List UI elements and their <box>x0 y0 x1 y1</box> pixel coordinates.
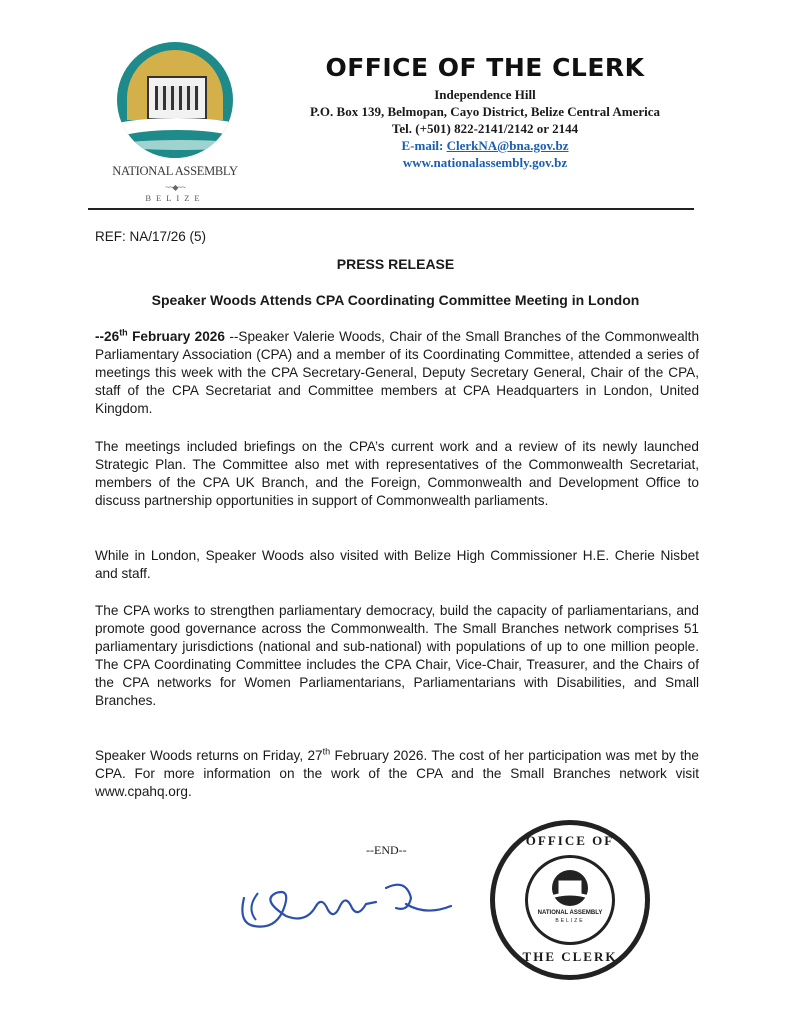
document-type: PRESS RELEASE <box>336 256 455 272</box>
paragraph-5: Speaker Woods returns on Friday, 27th February 2026. The cost of her participation was met by the CPA. For more information on the work of the CPA and the Small Branches network visit www.cpahq.org. <box>95 746 699 799</box>
seal-bottom-text: THE CLERK <box>522 949 618 964</box>
dateline: --26th February 2026 <box>95 327 225 344</box>
address-line-2: P.O. Box 139, Belmopan, Cayo District, Belize Central America <box>309 104 661 119</box>
address-line-1: Independence Hill <box>434 87 536 102</box>
email-label: E-mail: <box>401 138 447 153</box>
reference-number: REF: NA/17/26 (5) <box>95 229 207 244</box>
email-line <box>265 137 705 154</box>
website-link[interactable]: www.nationalassembly.gov.bz <box>402 155 568 170</box>
building-icon <box>542 868 598 908</box>
header-divider <box>88 208 694 210</box>
logo-title: NATIONAL ASSEMBLY <box>112 164 238 178</box>
press-release-title: Speaker Woods Attends CPA Coordinating Committee Meeting in London <box>151 292 640 308</box>
logo-ornament: ~~◆~~ <box>165 183 185 192</box>
email-link[interactable]: ClerkNA@bna.gov.bz <box>446 138 569 153</box>
seal-emblem: NATIONAL ASSEMBLY BELIZE <box>525 855 615 945</box>
national-assembly-logo <box>105 40 245 215</box>
paragraph-3: While in London, Speaker Woods also visited with Belize High Commissioner H.E. Cherie Nisbet and staff. <box>95 548 699 581</box>
building-icon <box>147 76 207 120</box>
letterhead <box>265 53 705 171</box>
seal-top-text: OFFICE OF <box>525 833 615 848</box>
logo-subtitle: BELIZE <box>145 193 205 203</box>
phone-line: Tel. (+501) 822-2141/2142 or 2144 <box>391 121 579 136</box>
paragraph-4: The CPA works to strengthen parliamentary democracy, build the capacity of parliamentarians, and promote good governance across the Commonwealth. The Small Branches network comprises 51 parliamentary jurisdictions (national and sub-national) with populations of up to one million people. The CPA Coordinating Committee includes the CPA Chair, Vice-Chair, Treasurer, and the Chairs of the CPA networks for Women Parliamentarians, Parliamentarians with Disabilities, and Small Branches. <box>95 603 699 708</box>
end-marker: --END-- <box>366 843 407 857</box>
paragraph-2: The meetings included briefings on the CPA’s current work and a review of its newly launched Strategic Plan. The Committee also met with representatives of the Commonwealth Secretariat, members of the CPA UK Branch, and the Foreign, Commonwealth and Development Office to discuss partnership opportunities in support of Commonwealth parliaments. <box>95 439 699 508</box>
logo-emblem <box>117 42 233 158</box>
official-seal <box>490 820 650 980</box>
office-title: OFFICE OF THE CLERK <box>325 53 645 82</box>
paragraph-1: --26th February 2026 --Speaker Valerie Woods, Chair of the Small Branches of the Commonwealth Parliamentary Association (CPA) and a member of its Coordinating Committee, attended a series of meetings this week with the CPA Secretary-General, Deputy Secretary General, Chair of the CPA, staff of the CPA Secretariat and Committee members at CPA Headquarters in London, United Kingdom. <box>95 327 700 416</box>
signature-icon <box>236 868 456 938</box>
